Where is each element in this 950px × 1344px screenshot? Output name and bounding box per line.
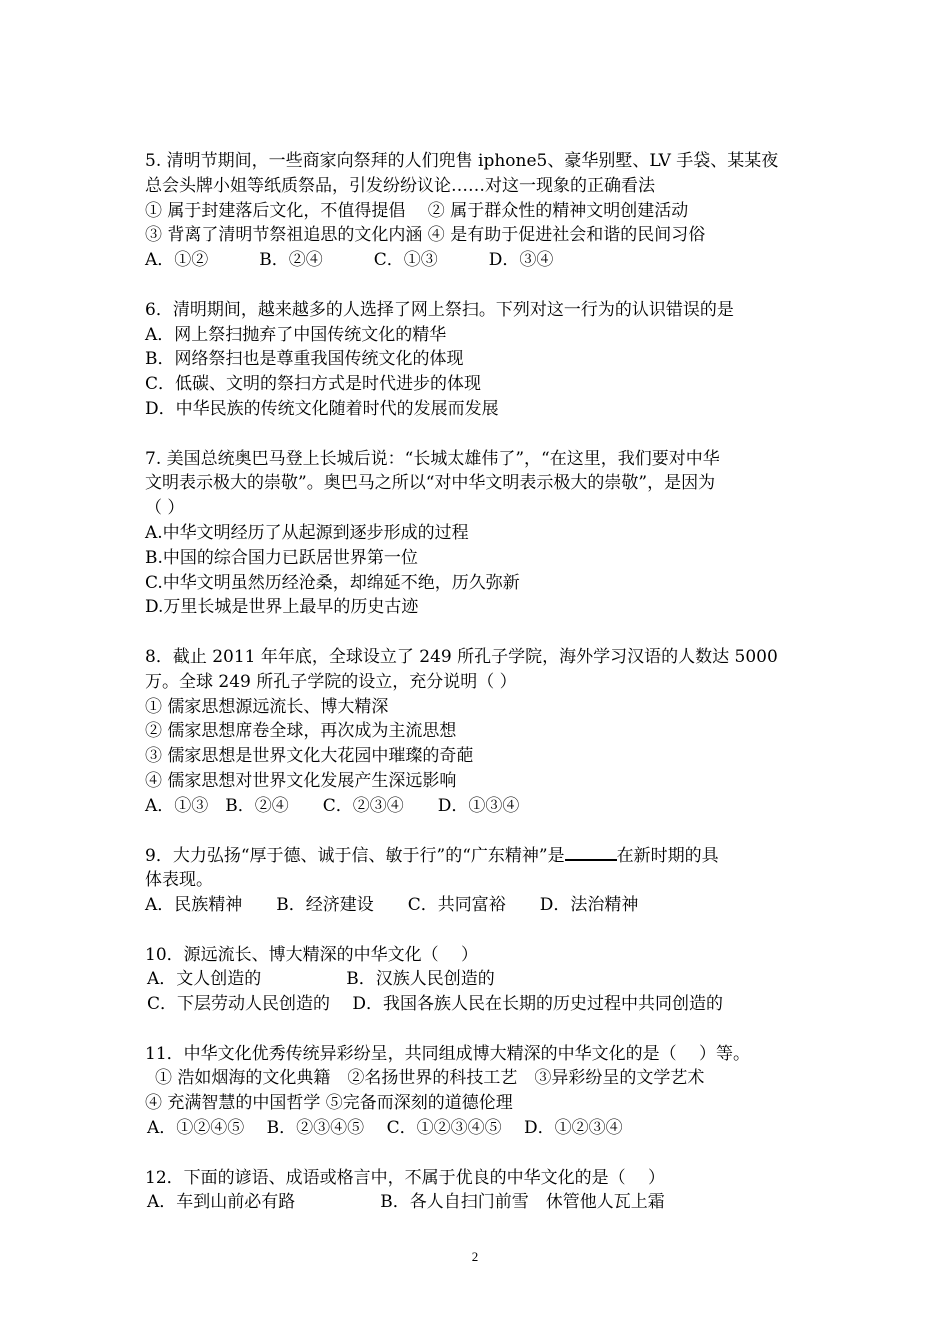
question-11-items-line-1: ① 浩如烟海的文化典籍 ②名扬世界的科技工艺 ③异彩纷呈的文学艺术 [155, 1068, 705, 1089]
question-5-items-line-2: ③ 背离了清明节祭祖追思的文化内涵 ④ 是有助于促进社会和谐的民间习俗 [145, 225, 706, 246]
question-9-stem-part-1: 9．大力弘扬“厚于德、诚于信、敏于行”的“广东精神”是 [145, 846, 565, 867]
question-8-item-1: ① 儒家思想源远流长、博大精深 [145, 696, 389, 717]
question-7 [145, 447, 815, 621]
spacer [145, 273, 815, 298]
document-page [145, 149, 815, 1215]
question-6-option-b: B．网络祭扫也是尊重我国传统文化的体现 [145, 349, 464, 370]
question-9-options: A．民族精神 B．经济建设 C．共同富裕 D．法治精神 [145, 894, 639, 915]
question-7-option-d: D.万里长城是世界上最早的历史古迹 [145, 597, 419, 618]
question-10-stem: 10．源远流长、博大精深的中华文化（ ） [145, 944, 479, 965]
question-8-stem-line-2: 万。全球 249 所孔子学院的设立，充分说明（ ） [145, 671, 517, 692]
question-11-items-line-2: ④ 充满智慧的中国哲学 ⑤完备而深刻的道德伦理 [145, 1093, 513, 1114]
question-6-option-a: A．网上祭扫抛弃了中国传统文化的精华 [145, 324, 447, 345]
page-number: 2 [471, 1249, 479, 1264]
question-8-item-2: ② 儒家思想席卷全球，再次成为主流思想 [145, 721, 457, 742]
spacer [145, 1017, 815, 1042]
question-5-stem-line-1: 5. 清明节期间，一些商家向祭拜的人们兜售 iphone5、豪华别墅、LV 手袋、某某夜 [145, 151, 779, 171]
spacer [145, 422, 815, 447]
question-6-option-c: C．低碳、文明的祭扫方式是时代进步的体现 [145, 374, 482, 395]
question-8 [145, 645, 815, 819]
question-7-option-c: C.中华文明虽然历经沧桑，却绵延不绝，历久弥新 [145, 572, 520, 593]
question-5 [145, 149, 815, 273]
question-12-stem: 12．下面的谚语、成语或格言中，不属于优良的中华文化的是（ ） [145, 1167, 666, 1188]
question-12-options-line-1: A．车到山前必有路 B．各人自扫门前雪 休管他人瓦上霜 [147, 1192, 665, 1213]
question-11-stem: 11．中华文化优秀传统异彩纷呈，共同组成博大精深的中华文化的是（ ）等。 [145, 1043, 751, 1064]
question-7-option-b: B.中国的综合国力已跃居世界第一位 [145, 547, 418, 568]
question-8-item-3: ③ 儒家思想是世界文化大花园中璀璨的奇葩 [145, 746, 474, 767]
question-11-options: A．①②④⑤ B．②③④⑤ C．①②③④⑤ D．①②③④ [147, 1118, 623, 1139]
question-7-stem-line-1: 7. 美国总统奥巴马登上长城后说：“长城太雄伟了”，“在这里，我们要对中华 [145, 448, 720, 469]
question-8-stem-line-1: 8．截止 2011 年年底，全球设立了 249 所孔子学院，海外学习汉语的人数达 5000 [145, 646, 778, 667]
spacer [145, 918, 815, 943]
question-9-stem-part-2: 在新时期的具 [616, 846, 719, 867]
question-10-options-line-2: C．下层劳动人民创造的 D．我国各族人民在长期的历史过程中共同创造的 [147, 994, 724, 1015]
question-5-stem-line-2: 总会头牌小姐等纸质祭品，引发纷纷议论……对这一现象的正确看法 [145, 175, 655, 196]
spacer [145, 1141, 815, 1166]
question-7-stem-line-3: （ ） [145, 498, 185, 519]
question-5-items-line-1: ① 属于封建落后文化，不值得提倡 ② 属于群众性的精神文明创建活动 [145, 200, 689, 221]
spacer [145, 620, 815, 645]
answer-blank [565, 843, 617, 861]
question-7-option-a: A.中华文明经历了从起源到逐步形成的过程 [145, 522, 469, 543]
question-9 [145, 843, 815, 917]
question-8-options: A．①③ B．②④ C．②③④ D．①③④ [145, 795, 520, 816]
question-7-stem-line-2: 文明表示极大的崇敬”。奥巴马之所以“对中华文明表示极大的崇敬”，是因为 [145, 473, 716, 494]
question-6-stem: 6．清明期间，越来越多的人选择了网上祭扫。下列对这一行为的认识错误的是 [145, 299, 734, 320]
spacer [145, 819, 815, 844]
question-12 [145, 1166, 815, 1216]
question-10 [145, 943, 815, 1017]
question-10-options-line-1: A．文人创造的 B．汉族人民创造的 [147, 969, 495, 990]
question-11 [145, 1042, 815, 1141]
question-5-options: A．①② B．②④ C．①③ D．③④ [145, 250, 554, 271]
question-6 [145, 298, 815, 422]
question-8-item-4: ④ 儒家思想对世界文化发展产生深远影响 [145, 770, 457, 791]
question-6-option-d: D．中华民族的传统文化随着时代的发展而发展 [145, 398, 499, 419]
question-9-stem-line-2: 体表现。 [145, 870, 213, 891]
question-9-stem-line-1 [145, 843, 815, 868]
